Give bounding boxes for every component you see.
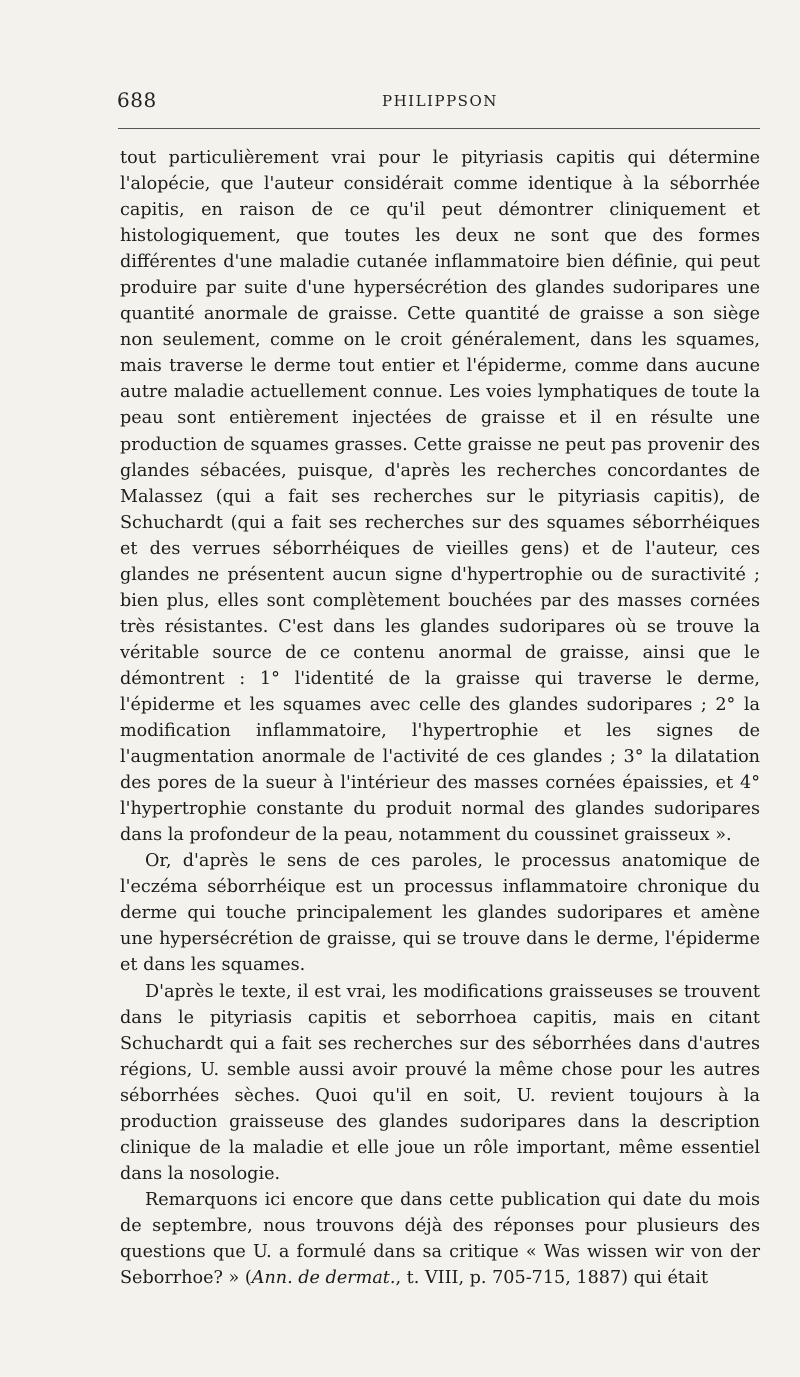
paragraph-1: tout particulièrement vrai pour le pityriasis capitis qui détermine l'alopécie, que l'auteur considérait comme identique à la séborrhée capitis, en raison de ce qu'il peut démontrer cliniquement et histologiquement, que toutes les deux ne sont que des formes différentes d'une maladie cutanée inflammatoire bien définie, qui peut produire par suite d'une hypersécrétion des glandes sudoripares une quantité anormale de graisse. Cette quantité de graisse a son siège non seulement, comme on le croit généralement, dans les squames, mais traverse le derme tout entier et l'épiderme, comme dans aucune autre maladie actuellement connue. Les voies lymphatiques de toute la peau sont entièrement injectées de graisse et il en résulte une production de squames grasses. Cette graisse ne peut pas provenir des glandes sébacées, puisque, d'après les recherches concordantes de Malassez (qui a fait ses recherches sur le pityriasis capitis), de Schuchardt (qui a fait ses recherches sur des squames séborrhéiques et des verrues séborrhéiques de vieilles gens) et de l'auteur, ces glandes ne présentent aucun signe d'hypertrophie ou de suractivité ; bien plus, elles sont complètement bouchées par des masses cornées très résistantes. C'est dans les glandes sudoripares où se trouve la véritable source de ce contenu anormal de graisse, ainsi que le démontrent : 1° l'identité de la graisse qui traverse le derme, l'épiderme et les squames avec celle des glandes sudoripares ; 2° la modification inflammatoire, l'hypertrophie et les signes de l'augmentation anormale de l'activité de ces glandes ; 3° la dilatation des pores de la sueur à l'intérieur des masses cornées épaissies, et 4° l'hypertrophie constante du produit normal des glandes sudoripares dans la profondeur de la peau, notamment du coussinet graisseux ». — [120, 148, 760, 846]
citation-journal: Ann. de dermat. — [251, 1268, 396, 1289]
page-number: 688 — [117, 88, 157, 112]
paragraph-4 — [120, 1187, 760, 1291]
header-rule — [118, 128, 760, 129]
running-head: PHILIPPSON — [382, 92, 498, 110]
paragraph-4-text: Remarquons ici encore que dans cette publication qui date du mois de septembre, nous trouvons déjà des réponses pour plusieurs des questions que U. a formulé dans sa critique « Was wissen wir von der Seborrhoe? » ( — [120, 1189, 760, 1289]
page-header — [117, 88, 757, 118]
paragraph-4-tail: , t. VIII, p. 705-715, 1887) qui était — [395, 1268, 709, 1289]
body-text — [120, 145, 760, 1291]
paragraph-2: Or, d'après le sens de ces paroles, le processus anatomique de l'eczéma séborrhéique est un processus inflammatoire chronique du derme qui touche principalement les glandes sudoripares et amène une hypersécrétion de graisse, qui se trouve dans le derme, l'épiderme et dans les squames. — [120, 851, 760, 976]
paragraph-3: D'après le texte, il est vrai, les modifications graisseuses se trouvent dans le pityriasis capitis et seborrhoea capitis, mais en citant Schuchardt qui a fait ses recherches sur des séborrhées dans d'autres régions, U. semble aussi avoir prouvé la même chose pour les autres séborrhées sèches. Quoi qu'il en soit, U. revient toujours à la production graisseuse des glandes sudoripares dans la description clinique de la maladie et elle joue un rôle important, même essentiel dans la nosologie. — [120, 981, 760, 1184]
